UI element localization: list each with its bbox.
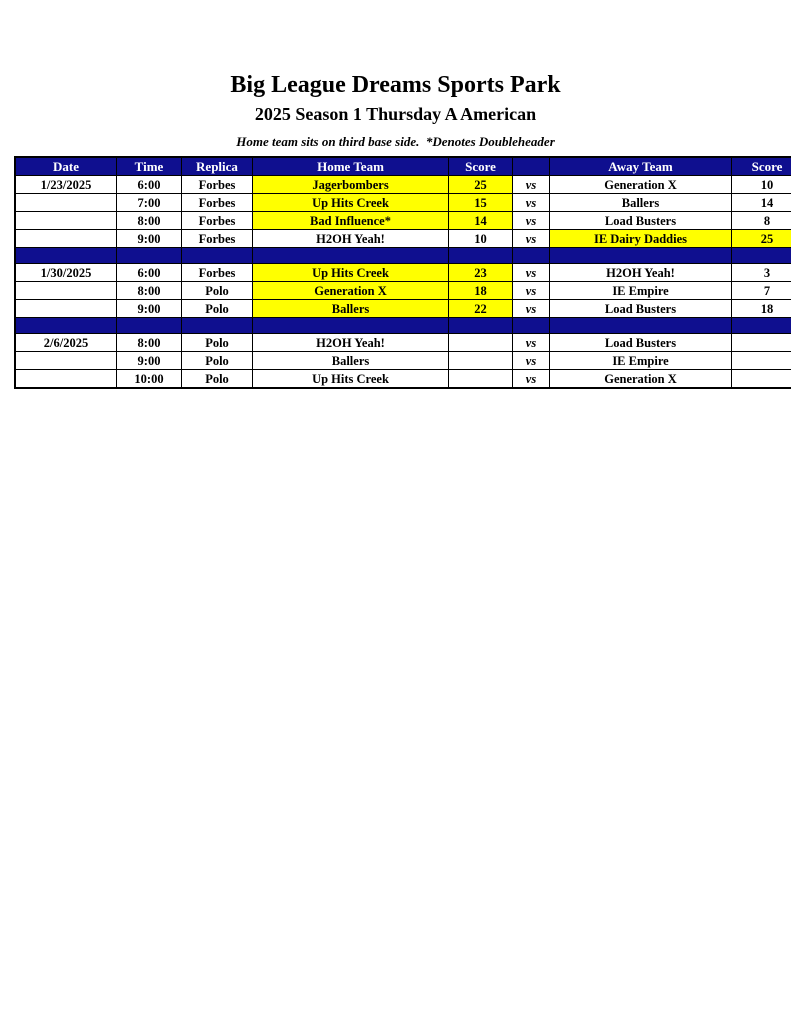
table-header-row: [15, 157, 791, 176]
separator-cell: [513, 318, 550, 334]
away-score-cell: [732, 334, 791, 352]
separator-cell: [732, 318, 791, 334]
home-team-cell: Up Hits Creek: [253, 370, 449, 389]
column-header-home: Home Team: [253, 157, 449, 176]
home-score-cell: 14: [449, 212, 513, 230]
game-row: [15, 194, 791, 212]
date-cell: 1/30/2025: [15, 264, 117, 282]
replica-cell: Polo: [182, 352, 253, 370]
game-row: [15, 230, 791, 248]
away-team-cell: Ballers: [550, 194, 732, 212]
separator-cell: [449, 318, 513, 334]
home-score-cell: [449, 334, 513, 352]
time-cell: 9:00: [117, 300, 182, 318]
date-cell: [15, 230, 117, 248]
home-team-cell: H2OH Yeah!: [253, 334, 449, 352]
separator-cell: [550, 248, 732, 264]
time-cell: 8:00: [117, 282, 182, 300]
separator-cell: [513, 248, 550, 264]
game-row: [15, 212, 791, 230]
replica-cell: Forbes: [182, 194, 253, 212]
home-score-cell: 25: [449, 176, 513, 194]
separator-cell: [182, 318, 253, 334]
home-score-cell: 22: [449, 300, 513, 318]
separator-cell: [117, 318, 182, 334]
separator-cell: [550, 318, 732, 334]
game-row: [15, 352, 791, 370]
home-team-cell: H2OH Yeah!: [253, 230, 449, 248]
separator-cell: [117, 248, 182, 264]
time-cell: 9:00: [117, 352, 182, 370]
separator-cell: [253, 248, 449, 264]
column-header-away-score: Score: [732, 157, 791, 176]
replica-cell: Polo: [182, 334, 253, 352]
away-score-cell: 3: [732, 264, 791, 282]
replica-cell: Forbes: [182, 176, 253, 194]
game-row: [15, 282, 791, 300]
away-score-cell: [732, 352, 791, 370]
game-row: [15, 300, 791, 318]
date-cell: [15, 300, 117, 318]
replica-cell: Forbes: [182, 264, 253, 282]
home-score-cell: 15: [449, 194, 513, 212]
column-header-away: Away Team: [550, 157, 732, 176]
replica-cell: Polo: [182, 300, 253, 318]
column-header-home-score: Score: [449, 157, 513, 176]
game-row: [15, 176, 791, 194]
date-cell: [15, 194, 117, 212]
home-team-cell: Ballers: [253, 300, 449, 318]
away-score-cell: 25: [732, 230, 791, 248]
separator-cell: [15, 318, 117, 334]
separator-cell: [253, 318, 449, 334]
away-team-cell: Generation X: [550, 176, 732, 194]
away-score-cell: [732, 370, 791, 389]
game-row: [15, 264, 791, 282]
replica-cell: Polo: [182, 370, 253, 389]
vs-cell: vs: [513, 352, 550, 370]
separator-row: [15, 248, 791, 264]
home-team-cell: Generation X: [253, 282, 449, 300]
date-cell: [15, 212, 117, 230]
away-team-cell: IE Empire: [550, 352, 732, 370]
home-score-cell: 10: [449, 230, 513, 248]
vs-cell: vs: [513, 176, 550, 194]
column-header-time: Time: [117, 157, 182, 176]
home-team-cell: Bad Influence*: [253, 212, 449, 230]
away-team-cell: Generation X: [550, 370, 732, 389]
vs-cell: vs: [513, 212, 550, 230]
away-score-cell: 10: [732, 176, 791, 194]
time-cell: 8:00: [117, 334, 182, 352]
game-row: [15, 370, 791, 389]
away-team-cell: Load Busters: [550, 300, 732, 318]
home-score-cell: 18: [449, 282, 513, 300]
time-cell: 9:00: [117, 230, 182, 248]
date-cell: 1/23/2025: [15, 176, 117, 194]
vs-cell: vs: [513, 300, 550, 318]
home-team-cell: Jagerbombers: [253, 176, 449, 194]
separator-cell: [182, 248, 253, 264]
separator-cell: [15, 248, 117, 264]
replica-cell: Polo: [182, 282, 253, 300]
vs-cell: vs: [513, 264, 550, 282]
vs-cell: vs: [513, 334, 550, 352]
schedule-table: [14, 156, 791, 389]
page-subtitle: 2025 Season 1 Thursday A American: [254, 104, 537, 125]
away-team-cell: H2OH Yeah!: [550, 264, 732, 282]
away-score-cell: 14: [732, 194, 791, 212]
away-score-cell: 8: [732, 212, 791, 230]
vs-cell: vs: [513, 194, 550, 212]
separator-row: [15, 318, 791, 334]
replica-cell: Forbes: [182, 212, 253, 230]
away-team-cell: Load Busters: [550, 334, 732, 352]
away-team-cell: Load Busters: [550, 212, 732, 230]
page-title: Big League Dreams Sports Park: [230, 72, 561, 98]
column-header-date: Date: [15, 157, 117, 176]
separator-cell: [449, 248, 513, 264]
replica-cell: Forbes: [182, 230, 253, 248]
vs-cell: vs: [513, 282, 550, 300]
column-header-replica: Replica: [182, 157, 253, 176]
vs-cell: vs: [513, 230, 550, 248]
time-cell: 8:00: [117, 212, 182, 230]
home-score-cell: 23: [449, 264, 513, 282]
time-cell: 6:00: [117, 264, 182, 282]
time-cell: 6:00: [117, 176, 182, 194]
away-team-cell: IE Dairy Daddies: [550, 230, 732, 248]
time-cell: 10:00: [117, 370, 182, 389]
date-cell: [15, 370, 117, 389]
time-cell: 7:00: [117, 194, 182, 212]
home-score-cell: [449, 352, 513, 370]
date-cell: [15, 282, 117, 300]
away-score-cell: 18: [732, 300, 791, 318]
home-team-cell: Up Hits Creek: [253, 194, 449, 212]
away-team-cell: IE Empire: [550, 282, 732, 300]
schedule-note: Home team sits on third base side. *Denotes Doubleheader: [236, 134, 555, 150]
game-row: [15, 334, 791, 352]
column-header-vs: [513, 157, 550, 176]
separator-cell: [732, 248, 791, 264]
home-team-cell: Ballers: [253, 352, 449, 370]
date-cell: 2/6/2025: [15, 334, 117, 352]
date-cell: [15, 352, 117, 370]
home-team-cell: Up Hits Creek: [253, 264, 449, 282]
vs-cell: vs: [513, 370, 550, 389]
away-score-cell: 7: [732, 282, 791, 300]
home-score-cell: [449, 370, 513, 389]
